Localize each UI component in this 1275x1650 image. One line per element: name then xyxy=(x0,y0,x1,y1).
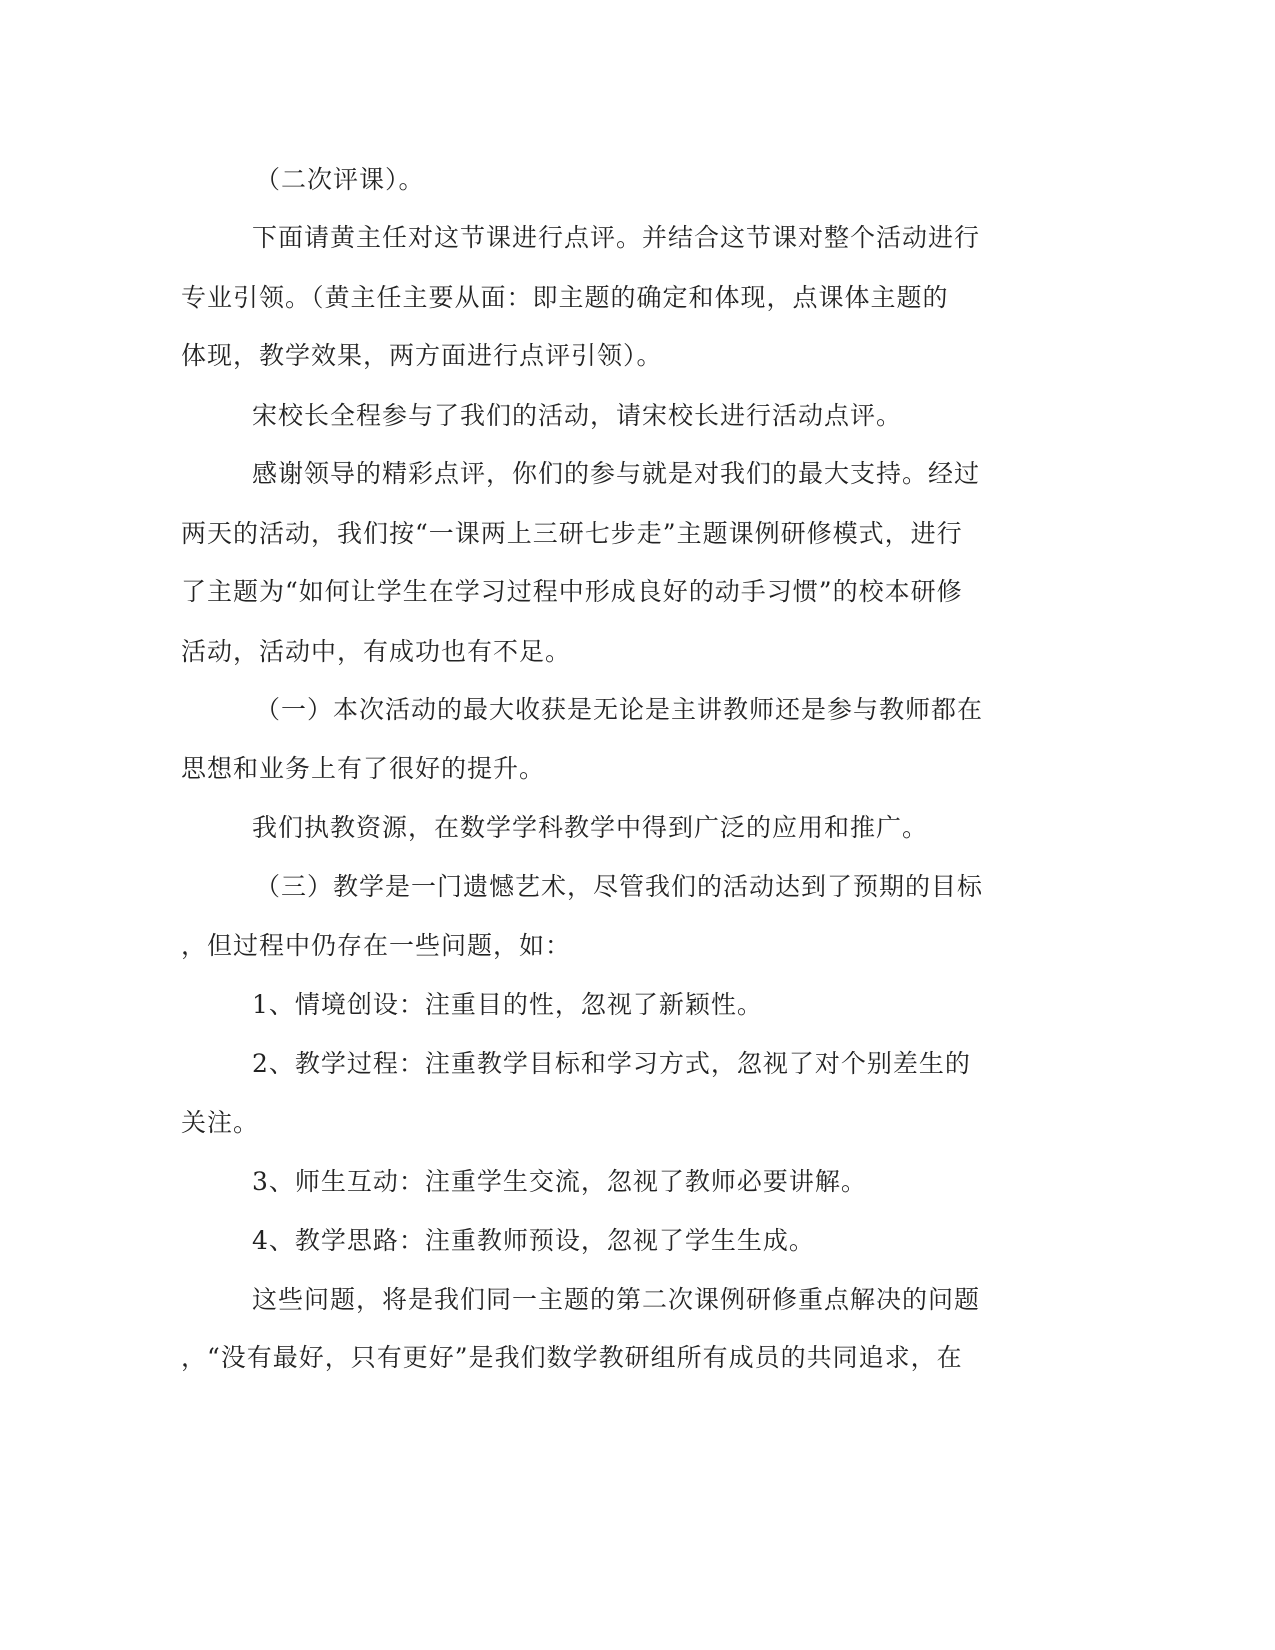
text-line: 活动，活动中，有成功也有不足。 xyxy=(181,637,572,666)
text-line: 1、情境创设：注重目的性，忽视了新颖性。 xyxy=(252,990,763,1019)
text-line: ，“没有最好，只有更好”是我们数学教研组所有成员的共同追求，在 xyxy=(181,1343,963,1372)
text-line: 4、教学思路：注重教师预设，忽视了学生生成。 xyxy=(252,1226,815,1255)
text-line: 2、教学过程：注重教学目标和学习方式，忽视了对个别差生的 xyxy=(252,1049,971,1078)
text-line: 专业引领。（黄主任主要从面：即主题的确定和体现，点课体主题的 xyxy=(181,283,949,312)
text-line: 宋校长全程参与了我们的活动，请宋校长进行活动点评。 xyxy=(252,401,903,430)
text-line: 思想和业务上有了很好的提升。 xyxy=(181,754,546,783)
text-line: 3、师生互动：注重学生交流，忽视了教师必要讲解。 xyxy=(252,1167,867,1196)
text-line: 下面请黄主任对这节课进行点评。并结合这节课对整个活动进行 xyxy=(252,223,981,252)
text-line: （一）本次活动的最大收获是无论是主讲教师还是参与教师都在 xyxy=(255,695,984,724)
text-line: ，但过程中仍存在一些问题，如： xyxy=(181,931,572,960)
text-line: 体现，教学效果，两方面进行点评引领）。 xyxy=(181,341,663,370)
text-line: 我们执教资源，在数学学科教学中得到广泛的应用和推广。 xyxy=(252,813,929,842)
text-line: 感谢领导的精彩点评，你们的参与就是对我们的最大支持。经过 xyxy=(252,459,981,488)
text-line: （二次评课）。 xyxy=(255,165,425,194)
text-line: （三）教学是一门遗憾艺术，尽管我们的活动达到了预期的目标 xyxy=(255,872,984,901)
text-line: 这些问题，将是我们同一主题的第二次课例研修重点解决的问题 xyxy=(252,1285,981,1314)
text-line: 两天的活动，我们按“一课两上三研七步走”主题课例研修模式，进行 xyxy=(181,519,963,548)
text-line: 关注。 xyxy=(181,1108,260,1137)
text-line: 了主题为“如何让学生在学习过程中形成良好的动手习惯”的校本研修 xyxy=(181,577,963,606)
